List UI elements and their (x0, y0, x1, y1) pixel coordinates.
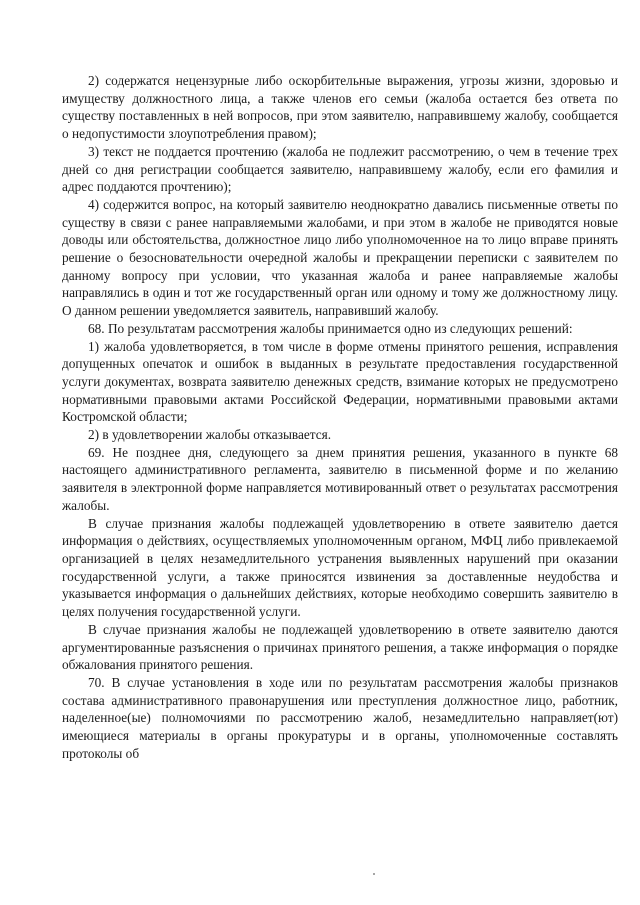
paragraph-item-3: 3) текст не поддается прочтению (жалоба не подлежит рассмотрению, о чем в течение трех дней со дня регистрации сообщается заявителю, направившему жалобу, если его фамилия и адрес поддаются прочтению); (62, 143, 618, 195)
paragraph-clause-68: 68. По результатам рассмотрения жалобы принимается одно из следующих решений: (88, 320, 573, 336)
document-body (62, 72, 618, 762)
paragraph-clause-69: 69. Не позднее дня, следующего за днем принятия решения, указанного в пункте 68 настоящего административного регламента, заявителю в письменной форме и по желанию заявителя в электронной форме направляется мотивированный ответ о результатах рассмотрения жалобы. (62, 444, 618, 513)
scan-speck (373, 873, 375, 875)
paragraph-clause-68-item-1: 1) жалоба удовлетворяется, в том числе в форме отмены принятого решения, исправления допущенных опечаток и ошибок в выданных в результате предоставления государственной услуги документах, возврата заявителю денежных средств, взимание которых не предусмотрено нормативными правовыми актами Российской Федерации, нормативными правовыми актами Костромской области; (62, 338, 618, 425)
paragraph-item-4: 4) содержится вопрос, на который заявителю неоднократно давались письменные ответы по существу в связи с ранее направляемыми жалобами, и при этом в жалобе не приводятся новые доводы или обстоятельства, должностное лицо либо уполномоченное на то лицо вправе принять решение о безосновательности очередной жалобы и прекращении переписки с заявителем по данному вопросу при условии, что указанная жалоба и ранее направляемые жалобы направлялись в один и тот же государственный орган или одному и тому же должностному лицу. О данном решении уведомляется заявитель, направивший жалобу. (62, 196, 618, 319)
paragraph-item-2: 2) содержатся нецензурные либо оскорбительные выражения, угрозы жизни, здоровью и имуществу должностного лица, а также членов его семьи (жалоба остается без ответа по существу поставленных в ней вопросов, при этом заявителю, направившему жалобу, сообщается о недопустимости злоупотребления правом); (62, 73, 618, 142)
paragraph-satisfied-case: В случае признания жалобы подлежащей удовлетворению в ответе заявителю дается информация о действиях, осуществляемых уполномоченным органом, МФЦ либо привлекаемой организацией в целях незамедлительного устранения выявленных нарушений при оказании государственной услуги, а также приносятся извинения за доставленные неудобства и указывается информация о дальнейших действиях, которые необходимо совершить заявителю в целях получения государственной услуги. (62, 515, 618, 620)
paragraph-clause-68-item-2: 2) в удовлетворении жалобы отказывается. (88, 427, 332, 443)
paragraph-rejected-case: В случае признания жалобы не подлежащей удовлетворению в ответе заявителю даются аргументированные разъяснения о причинах принятого решения, а также информация о порядке обжалования принятого решения. (62, 621, 618, 673)
paragraph-clause-70: 70. В случае установления в ходе или по результатам рассмотрения жалобы признаков состава административного правонарушения или преступления должностное лицо, работник, наделенное(ые) полномочиями по рассмотрению жалоб, незамедлительно направляет(ют) имеющиеся материалы в органы прокуратуры и в органы, уполномоченные составлять протоколы об (62, 674, 618, 761)
